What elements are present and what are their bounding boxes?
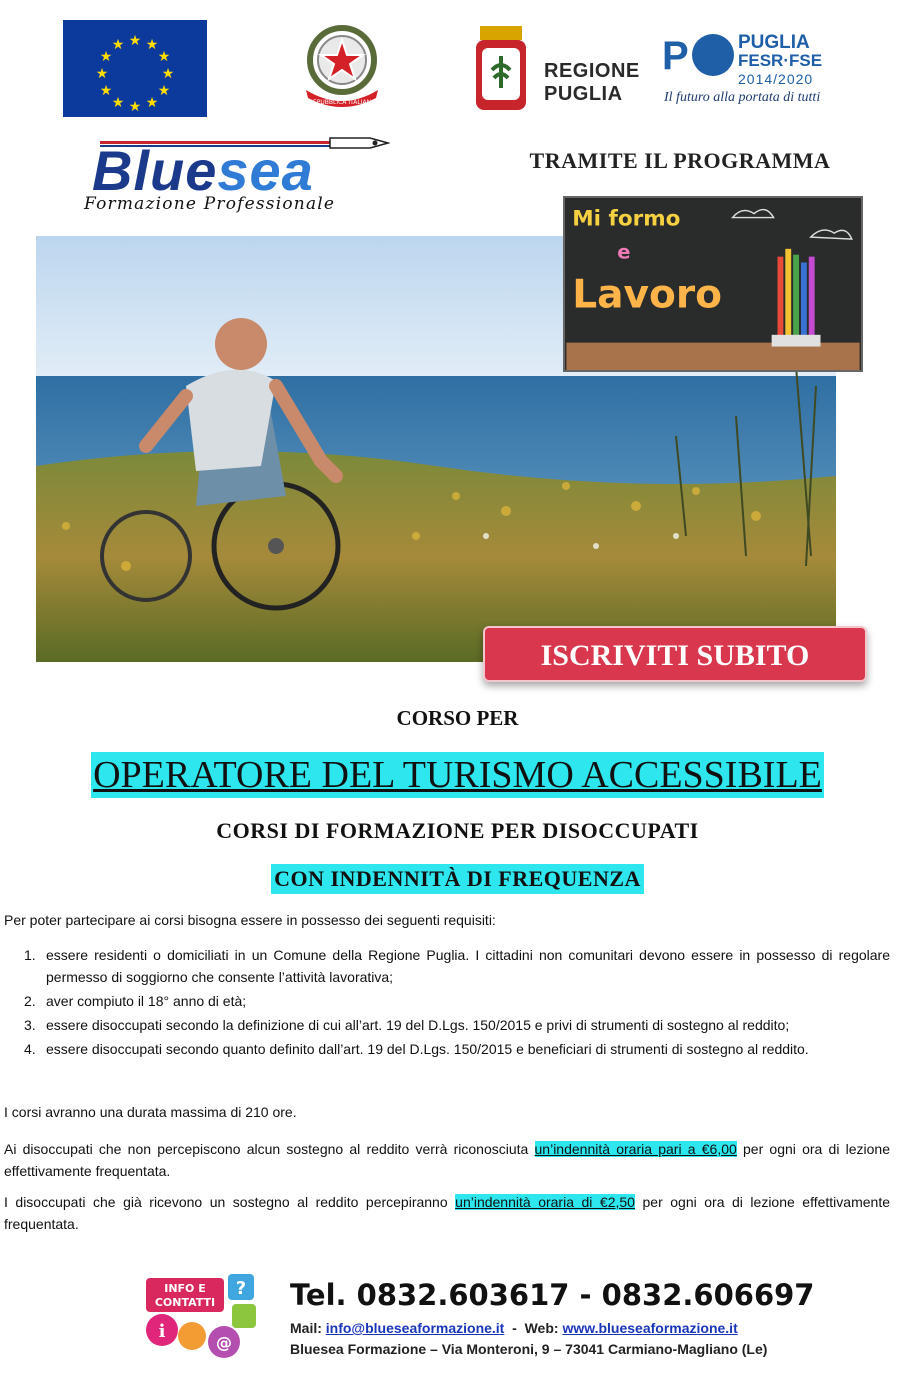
svg-text:@: @ bbox=[216, 1333, 232, 1352]
contacts-line bbox=[290, 1320, 738, 1336]
bluesea-logo bbox=[82, 130, 392, 220]
p2-text-after: per ogni ora di lezione effettivamente frequentata. bbox=[4, 1194, 890, 1232]
svg-text:★: ★ bbox=[111, 37, 125, 53]
svg-text:★: ★ bbox=[145, 95, 159, 111]
requirement-text: essere residenti o domiciliati in un Comune della Regione Puglia. I cittadini non comunitari devono essere in possesso di regolare permesso di soggiorno che consente l’attività lavorativa; bbox=[46, 947, 890, 985]
pencils-icon bbox=[772, 249, 821, 347]
mi-formo-e-lavoro-chalkboard bbox=[563, 196, 863, 372]
svg-text:★: ★ bbox=[111, 95, 125, 111]
svg-text:★: ★ bbox=[128, 99, 142, 115]
bluesea-word-blue: Blue bbox=[92, 139, 218, 202]
emblem-label: REPUBBLICA ITALIANA bbox=[308, 99, 376, 106]
requirement-text: aver compiuto il 18° anno di età; bbox=[46, 993, 247, 1009]
fesr-line-1: PUGLIA bbox=[738, 32, 810, 53]
indennita-6-paragraph bbox=[4, 1138, 890, 1182]
svg-text:★: ★ bbox=[157, 49, 171, 65]
web-label: Web: bbox=[524, 1320, 563, 1336]
p1-text-after: per ogni ora di lezione effettivamente frequentata. bbox=[4, 1141, 891, 1179]
p2-highlight: un’indennità oraria di €2,50 bbox=[455, 1194, 635, 1210]
website-link[interactable]: www.blueseaformazione.it bbox=[562, 1320, 738, 1336]
course-subtitle: CORSI DI FORMAZIONE PER DISOCCUPATI bbox=[216, 818, 699, 843]
info-label-1: INFO E bbox=[164, 1282, 206, 1295]
fesr-line-3: 2014/2020 bbox=[738, 71, 814, 87]
requirement-item: 3. essere disoccupati secondo la definizione di cui all’art. 19 del D.Lgs. 150/2015 e privi di strumenti di sostegno al reddito; bbox=[24, 1017, 790, 1033]
svg-text:★: ★ bbox=[99, 49, 113, 65]
svg-text:?: ? bbox=[235, 1278, 247, 1299]
p1-highlight: un’indennità oraria pari a €6,00 bbox=[534, 1141, 737, 1157]
svg-text:★: ★ bbox=[95, 66, 109, 82]
telephone-numbers: Tel. 0832.603617 - 0832.606697 bbox=[290, 1278, 815, 1312]
info-contatti-icon bbox=[140, 1272, 260, 1364]
requirement-text: essere disoccupati secondo la definizione di cui all’art. 19 del D.Lgs. 150/2015 e privi di strumenti di sostegno al reddito; bbox=[46, 1017, 790, 1033]
eu-stars-icon bbox=[63, 20, 207, 117]
address: Bluesea Formazione – Via Monteroni, 9 – 73041 Carmiano-Magliano (Le) bbox=[290, 1341, 768, 1357]
programma-heading: TRAMITE IL PROGRAMMA bbox=[529, 148, 831, 173]
chalk-line-1: Mi formo bbox=[572, 206, 681, 232]
svg-text:★: ★ bbox=[145, 37, 159, 53]
puglia-fesr-fse-logo bbox=[662, 30, 847, 110]
chalk-line-2: e bbox=[617, 240, 631, 264]
durata-text: I corsi avranno una durata massima di 210 ore. bbox=[4, 1104, 297, 1120]
mail-label: Mail: bbox=[290, 1320, 326, 1336]
regione-puglia-logo bbox=[474, 26, 654, 114]
italian-republic-emblem bbox=[298, 20, 386, 112]
svg-text:★: ★ bbox=[157, 83, 171, 99]
course-title: OPERATORE DEL TURISMO ACCESSIBILE bbox=[93, 754, 822, 796]
fesr-line-2: FESR·FSE bbox=[738, 51, 823, 70]
fesr-tagline: Il futuro alla portata di tutti bbox=[664, 90, 821, 105]
region-line-2: PUGLIA bbox=[544, 83, 623, 105]
requirement-item: 4. essere disoccupati secondo quanto definito dall’art. 19 del D.Lgs. 150/2015 e beneficiari di strumenti di sostegno al reddito. bbox=[24, 1041, 809, 1057]
svg-text:★: ★ bbox=[128, 33, 142, 49]
requirements-intro: Per poter partecipare ai corsi bisogna essere in possesso dei seguenti requisiti: bbox=[4, 912, 496, 928]
fesr-speech-bubble-icon bbox=[692, 34, 734, 76]
bluesea-subtitle: Formazione Professionale bbox=[84, 194, 336, 214]
puglia-shield-icon bbox=[474, 26, 528, 114]
p1-text-before: Ai disoccupati che non percepiscono alcun sostegno al reddito verrà riconosciuta bbox=[4, 1141, 535, 1157]
svg-text:i: i bbox=[158, 1321, 166, 1342]
svg-text:★: ★ bbox=[161, 66, 175, 82]
chalk-line-3: Lavoro bbox=[572, 272, 722, 318]
corso-per-label: CORSO PER bbox=[396, 706, 519, 730]
requirement-item: 1. essere residenti o domiciliati in un Comune della Regione Puglia. I cittadini non comunitari devono essere in possesso di regolare permesso di soggiorno che consente l’attività lavorativa; bbox=[24, 947, 890, 985]
region-line-1: REGIONE bbox=[544, 60, 640, 82]
iscriviti-subito-button[interactable]: ISCRIVITI SUBITO bbox=[483, 626, 867, 682]
contacts-separator: - bbox=[504, 1320, 525, 1336]
eu-flag-logo bbox=[63, 20, 207, 117]
requirement-item: 2. aver compiuto il 18° anno di età; bbox=[24, 993, 247, 1009]
requirements-list bbox=[4, 944, 890, 1062]
email-link[interactable]: info@blueseaformazione.it bbox=[325, 1320, 505, 1336]
p2-text-before: I disoccupati che già ricevono un sostegno al reddito percepiranno bbox=[4, 1194, 456, 1210]
requirement-text: essere disoccupati secondo quanto definito dall’art. 19 del D.Lgs. 150/2015 e beneficiari di strumenti di sostegno al reddito. bbox=[46, 1041, 809, 1057]
bluesea-word-sea: sea bbox=[217, 139, 314, 202]
indennita-2-paragraph bbox=[4, 1191, 890, 1235]
svg-text:★: ★ bbox=[99, 83, 113, 99]
indennita-badge: CON INDENNITÀ DI FREQUENZA bbox=[271, 864, 644, 894]
info-label-2: CONTATTI bbox=[154, 1296, 216, 1309]
fesr-p-glyph: P bbox=[662, 34, 689, 78]
